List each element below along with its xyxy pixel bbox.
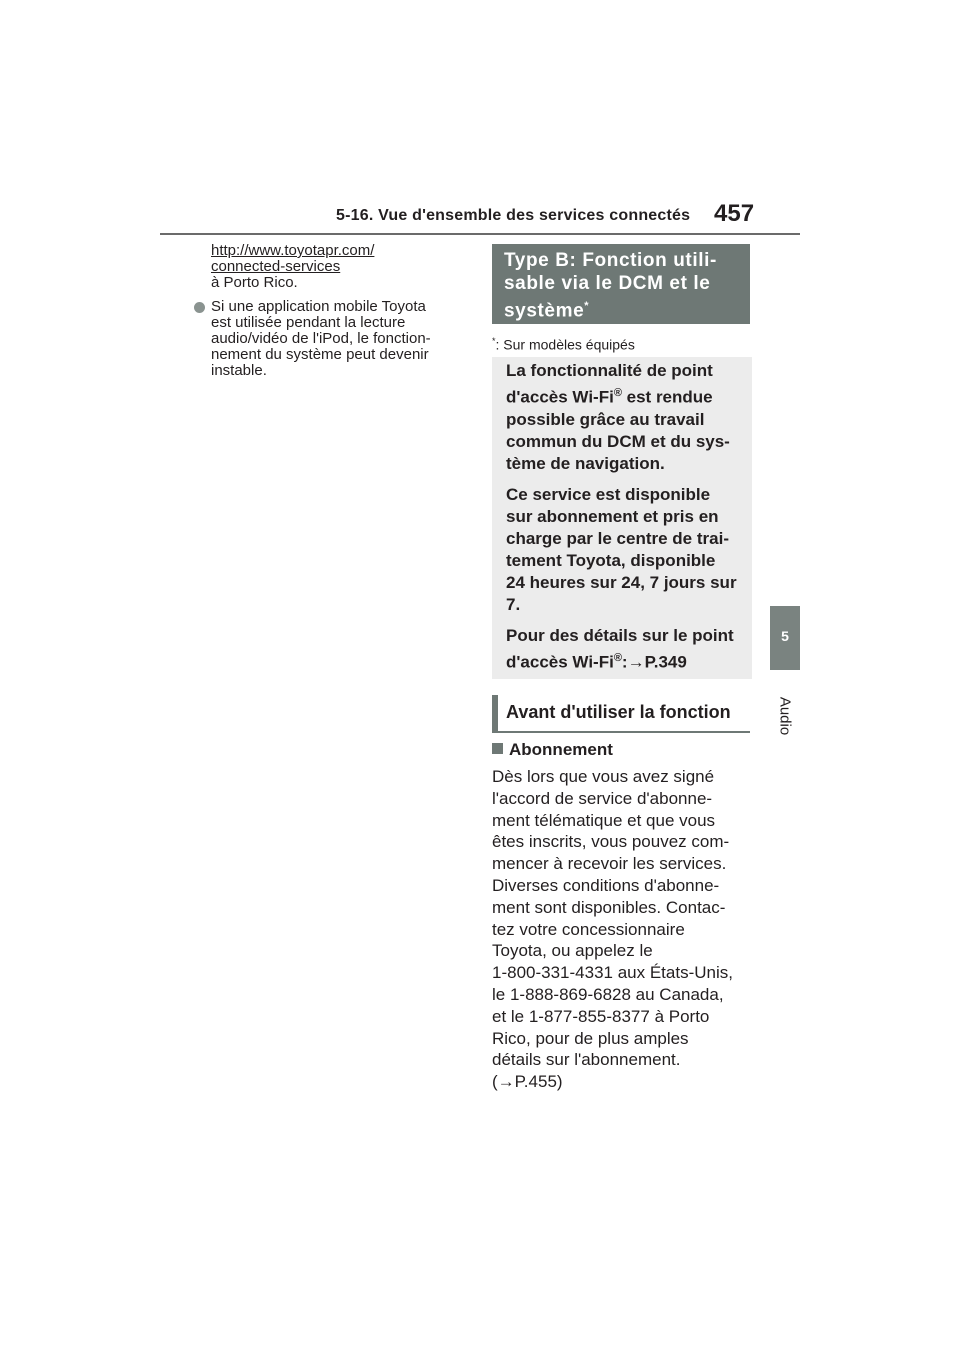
- subheading: [492, 740, 613, 760]
- body-line: mencer à recevoir les services.: [492, 854, 727, 874]
- bullet-line: instable.: [211, 362, 267, 379]
- body-line: l'accord de service d'abonne-: [492, 788, 713, 808]
- footnote-asterisk: *: [492, 336, 496, 346]
- body-line: et le 1-877-855-8377 à Porto: [492, 1006, 710, 1026]
- left-column-url-block: [211, 243, 469, 291]
- info-paragraph-subscription: Ce service est disponible sur abonnement et pris en charge par le centre de trai-tement Toyota, disponible 24 heures sur 24, 7 jours sur 7.: [506, 484, 737, 614]
- bullet-line: est utilisée pendant la lecture: [211, 314, 406, 331]
- body-line: êtes inscrits, vous pouvez com-: [492, 832, 730, 852]
- body-line: ment télématique et que vous: [492, 810, 716, 830]
- subheading-text: Abonnement: [509, 740, 613, 759]
- chapter-tab-label: [771, 686, 799, 746]
- registered-mark: ®: [613, 651, 622, 664]
- type-b-heading-line1: Type B: Fonction utili-: [504, 250, 717, 271]
- info-box: [492, 357, 752, 679]
- running-header-title: 5-16. Vue d'ensemble des services connectés: [336, 207, 691, 224]
- type-b-heading-line2: sable via le DCM et le: [504, 273, 711, 294]
- type-b-heading: [492, 244, 750, 324]
- subscription-body: [492, 766, 754, 1093]
- footnote-text: : Sur modèles équipés: [495, 336, 635, 353]
- body-line: Diverses conditions d'abonne-: [492, 875, 720, 895]
- page-reference-link[interactable]: :→P.349: [621, 652, 687, 672]
- type-b-heading-word: système: [504, 300, 585, 322]
- info-p3-text-a: Pour des détails sur le point d'accès Wi-Fi: [506, 625, 734, 672]
- url-link-line2[interactable]: connected-services: [211, 258, 341, 275]
- bullet-line: Si une application mobile Toyota: [211, 298, 426, 315]
- bullet-note: [211, 299, 469, 379]
- bullet-dot-icon: [194, 302, 205, 313]
- body-line: tez votre concessionnaire: [492, 919, 685, 939]
- body-line: Dès lors que vous avez signé: [492, 767, 715, 786]
- type-b-heading-asterisk: *: [584, 300, 590, 312]
- header-divider: [160, 233, 800, 235]
- url-suffix-text: à Porto Rico.: [211, 274, 298, 291]
- body-line: 1-800-331-4331 aux États-Unis,: [492, 963, 733, 983]
- footnote: [492, 336, 750, 353]
- body-line: ment sont disponibles. Contac-: [492, 897, 726, 917]
- bullet-line: nement du système peut devenir: [211, 346, 429, 363]
- section-heading: Avant d'utiliser la fonction: [492, 695, 750, 733]
- page-number: 457: [714, 200, 755, 227]
- body-line: détails sur l'abonnement.: [492, 1050, 681, 1070]
- info-p1-text-a: La fonctionnalité de point d'accès Wi-Fi: [506, 361, 713, 407]
- type-b-heading-line3: [504, 295, 738, 322]
- info-paragraph-reference: [506, 625, 738, 674]
- body-line: Rico, pour de plus amples: [492, 1028, 689, 1048]
- chapter-tab-number: 5: [781, 628, 789, 644]
- bullet-line: audio/vidéo de l'iPod, le fonction-: [211, 330, 431, 347]
- chapter-label-text: Audio: [776, 696, 794, 736]
- body-line: Toyota, ou appelez le: [492, 941, 653, 961]
- registered-mark: ®: [613, 387, 622, 399]
- body-line: le 1-888-869-6828 au Canada,: [492, 984, 724, 1004]
- info-paragraph-wifi: [506, 360, 738, 475]
- info-p1-text-b: est rendue possible grâce au travail commun du DCM et du sys-tème de navigation.: [506, 387, 730, 473]
- url-link-line1[interactable]: http://www.toyotapr.com/: [211, 242, 375, 259]
- page-reference-link[interactable]: (→P.455): [492, 1072, 563, 1092]
- square-bullet-icon: [492, 743, 503, 754]
